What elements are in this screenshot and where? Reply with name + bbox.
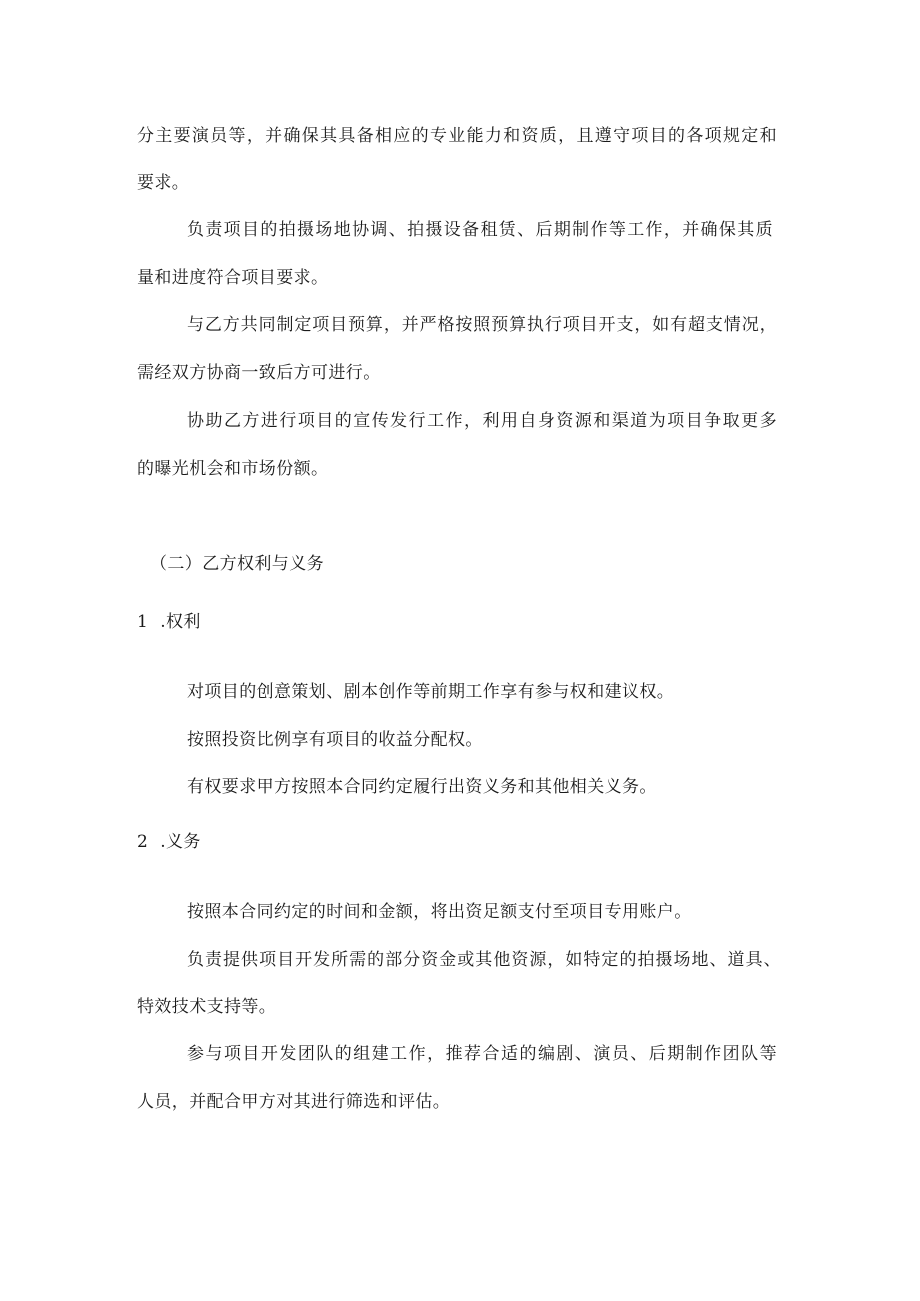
paragraph-line: 需经双方协商一致后方可进行。: [137, 363, 381, 383]
paragraph-line: 协助乙方进行项目的宣传发行工作，利用自身资源和渠道为项目争取更多: [187, 411, 777, 431]
obligations-number: 2: [137, 832, 149, 852]
section-heading: （二）乙方权利与义务: [150, 554, 324, 574]
obligation-item: 按照本合同约定的时间和金额，将出资足额支付至项目专用账户。: [187, 902, 692, 922]
obligation-item-line: 负责提供项目开发所需的部分资金或其他资源，如特定的拍摄场地、道具、: [187, 950, 781, 970]
obligation-item-line: 人员，并配合甲方对其进行筛选和评估。: [137, 1092, 451, 1112]
paragraph-line: 的曝光机会和市场份额。: [137, 459, 329, 479]
paragraph-line: 与乙方共同制定项目预算，并严格按照预算执行项目开支，如有超支情况，: [187, 315, 777, 335]
rights-title: .权利: [160, 612, 201, 632]
rights-item: 按照投资比例享有项目的收益分配权。: [187, 730, 483, 750]
obligations-title: .义务: [160, 832, 201, 852]
obligations-heading: [137, 831, 201, 853]
rights-heading: [137, 611, 201, 633]
rights-item: 对项目的创意策划、剧本创作等前期工作享有参与权和建议权。: [187, 682, 675, 702]
paragraph-line: 要求。: [137, 173, 190, 193]
paragraph-line: 量和进度符合项目要求。: [137, 268, 329, 288]
paragraph-line: 分主要演员等，并确保其具备相应的专业能力和资质，且遵守项目的各项规定和: [137, 126, 777, 146]
paragraph-line: 负责项目的拍摄场地协调、拍摄设备租赁、后期制作等工作，并确保其质: [187, 220, 773, 240]
obligation-item-line: 参与项目开发团队的组建工作，推荐合适的编剧、演员、后期制作团队等: [187, 1044, 777, 1064]
obligation-item-line: 特效技术支持等。: [137, 997, 277, 1017]
rights-item: 有权要求甲方按照本合同约定履行出资义务和其他相关义务。: [187, 777, 657, 797]
rights-number: 1: [137, 612, 149, 632]
